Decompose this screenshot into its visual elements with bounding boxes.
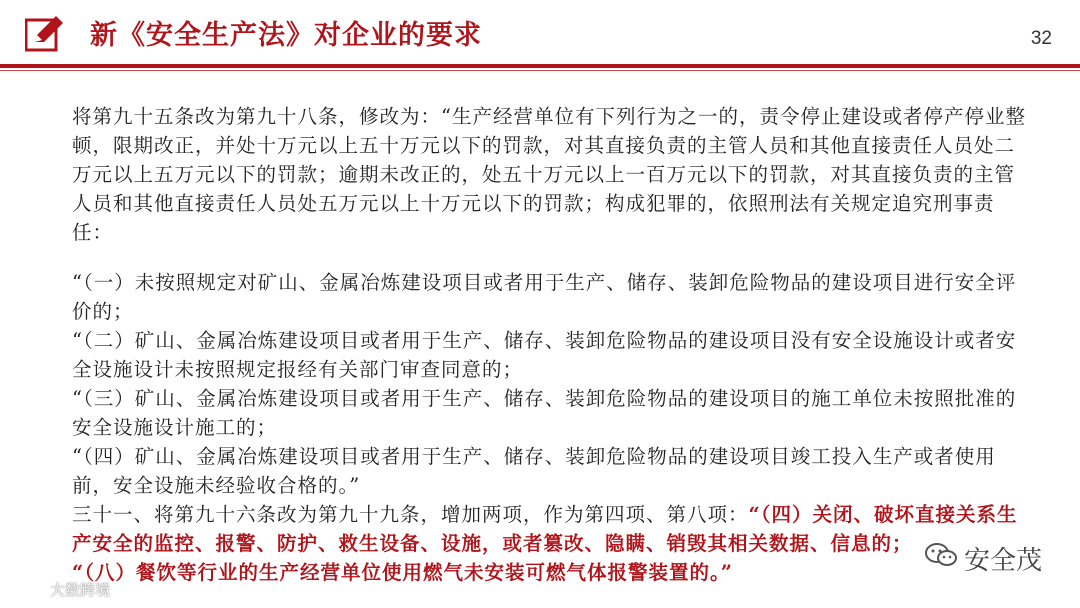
wechat-icon: [924, 541, 958, 576]
amendment-lead: 三十一、将第九十六条改为第九十九条，增加两项，作为第四项、第八项：: [72, 503, 749, 526]
amendment-item-4: “（四）关闭、破坏直接关系生产安全的监控、报警、防护、救生设备、设施，或者篡改、隐瞒、销毁其相关数据、信息的；: [72, 503, 1018, 555]
watermark-left: [6, 578, 110, 600]
page-number: 32: [1030, 28, 1052, 49]
header-divider-thin: [0, 70, 1080, 71]
list-item: “（四）矿山、金属冶炼建设项目或者用于生产、储存、装卸危险物品的建设项目竣工投入生产或者使用前，安全设施未经验收合格的。”: [72, 445, 996, 497]
watermark-right-text: 安全茂: [963, 546, 1042, 576]
list-item: “（三）矿山、金属冶炼建设项目或者用于生产、储存、装卸危险物品的建设项目的施工单位未按照批准的安全设施设计施工的；: [72, 387, 1017, 439]
pencil-note-icon: [25, 14, 65, 54]
logo-icon: [6, 578, 46, 600]
header-divider: [0, 64, 1080, 68]
list-item: “（一）未按照规定对矿山、金属冶炼建设项目或者用于生产、储存、装卸危险物品的建设项目进行安全评价的；: [72, 271, 1017, 323]
amendment-paragraph: [72, 500, 1032, 558]
amendment-item-8: “（八）餐饮等行业的生产经营单位使用燃气未安装可燃气体报警装置的。”: [72, 561, 733, 584]
intro-paragraph: 将第九十五条改为第九十八条，修改为：“生产经营单位有下列行为之一的，责令停止建设或者停产停业整顿，限期改正，并处十万元以上五十万元以下的罚款，对其直接负责的主管人员和其他直接责任人员处二万元以上五万元以下的罚款；逾期未改正的，处五十万元以上一百万元以下的罚款，对其直接负责的主管人员和其他直接责任人员处五万元以上十万元以下的罚款；构成犯罪的，依照刑法有关规定追究刑事责任：: [72, 105, 1026, 244]
watermark-left-text: 大数跨境: [50, 580, 111, 599]
watermark-right: [924, 540, 1042, 577]
slide-content: [72, 102, 1032, 587]
page-title: 新《安全生产法》对企业的要求: [90, 20, 482, 51]
list-item: “（二）矿山、金属冶炼建设项目或者用于生产、储存、装卸危险物品的建设项目没有安全设施设计或者安全设施设计未按照规定报经有关部门审查同意的；: [72, 329, 1017, 381]
